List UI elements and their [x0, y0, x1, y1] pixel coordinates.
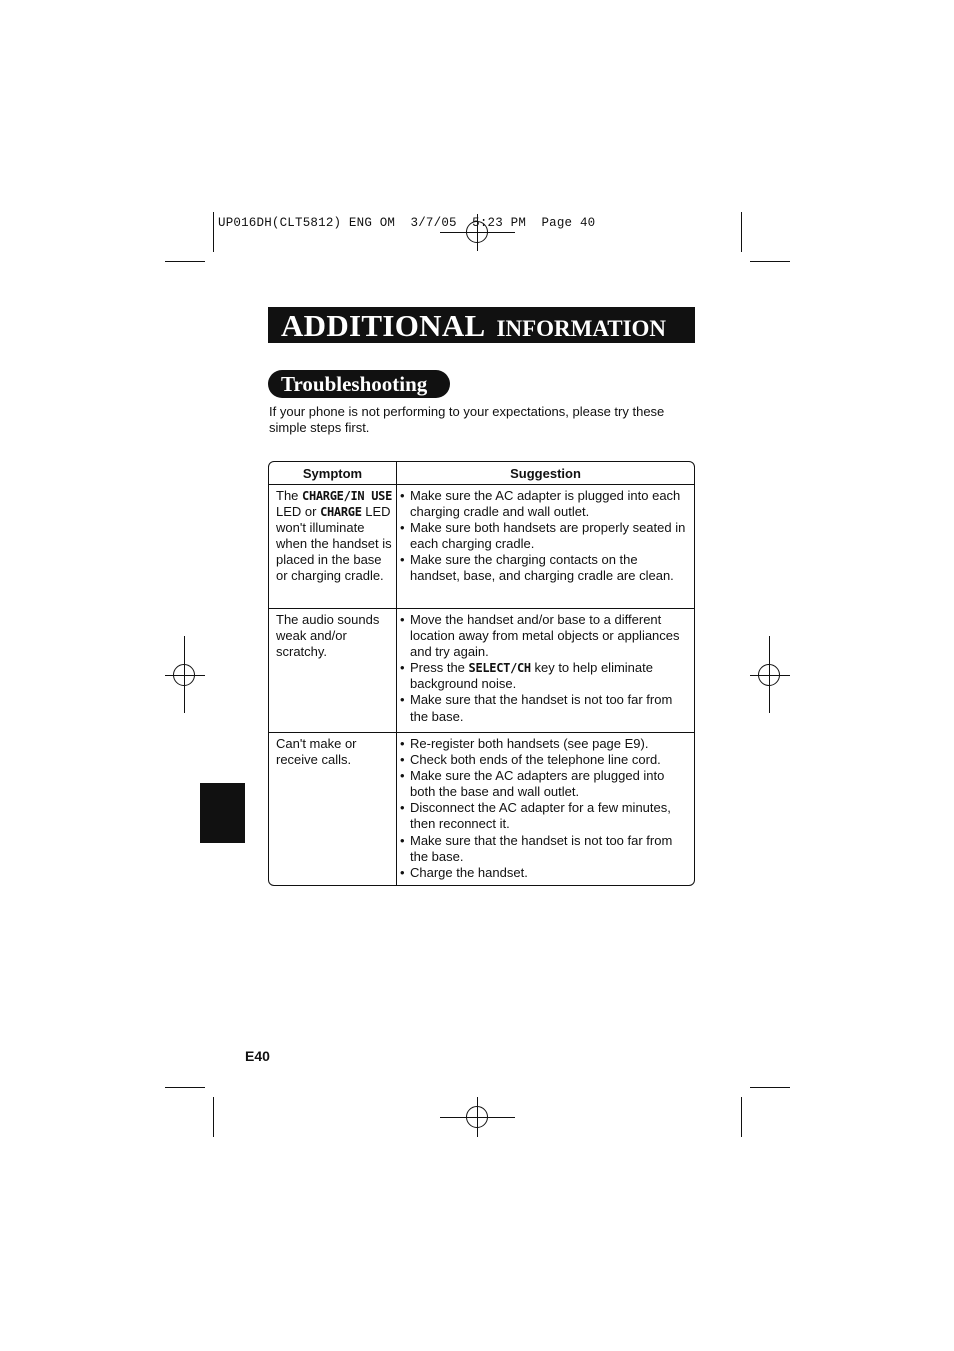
banner-title-small: INFORMATION	[496, 316, 667, 341]
list-item: • Make sure that the handset is not too far from the base.	[400, 692, 688, 724]
key-label: CHARGE/IN USE	[302, 489, 393, 503]
list-item: • Make sure the AC adapter is plugged into each charging cradle and wall outlet.	[400, 488, 688, 520]
page-number: E40	[245, 1048, 270, 1064]
print-slug: UP016DH(CLT5812) ENG OM 3/7/05 5:23 PM Page 40	[218, 216, 596, 230]
table-row	[269, 609, 694, 733]
suggestion-cell	[397, 733, 695, 887]
crop-mark	[213, 1097, 214, 1137]
troubleshooting-table	[268, 461, 695, 886]
crop-mark	[750, 1087, 790, 1088]
list-item: • Make sure that the handset is not too far from the base.	[400, 833, 688, 865]
table-row	[269, 733, 694, 887]
list-item: • Disconnect the AC adapter for a few minutes, then reconnect it.	[400, 800, 688, 832]
list-item: • Charge the handset.	[400, 865, 688, 881]
symptom-cell: Can't make or receive calls.	[269, 733, 397, 887]
crop-mark	[750, 261, 790, 262]
crop-mark	[213, 212, 214, 252]
banner-title-big: ADDITIONAL	[281, 308, 486, 343]
registration-circle	[466, 1106, 488, 1128]
column-header-suggestion: Suggestion	[397, 462, 695, 485]
list-item: • Re-register both handsets (see page E9).	[400, 736, 688, 752]
key-label: SELECT/CH	[468, 661, 531, 676]
list-item: • Press the SELECT/CH key to help eliminate background noise.	[400, 660, 688, 692]
intro-paragraph: If your phone is not performing to your expectations, please try these simple steps first.	[269, 404, 665, 435]
crop-mark	[741, 212, 742, 252]
symptom-cell: The audio sounds weak and/or scratchy.	[269, 609, 397, 733]
list-item: • Check both ends of the telephone line cord.	[400, 752, 688, 768]
chapter-banner	[268, 307, 695, 343]
crop-mark	[165, 261, 205, 262]
list-item: • Make sure the AC adapters are plugged into both the base and wall outlet.	[400, 768, 688, 800]
suggestion-cell	[397, 609, 695, 733]
crop-mark	[165, 1087, 205, 1088]
registration-circle	[173, 664, 195, 686]
crop-mark	[741, 1097, 742, 1137]
registration-circle	[758, 664, 780, 686]
table-row	[269, 485, 694, 609]
list-item: • Make sure both handsets are properly seated in each charging cradle.	[400, 520, 688, 552]
key-label: CHARGE	[320, 505, 362, 520]
list-item: • Make sure the charging contacts on the handset, base, and charging cradle are clean.	[400, 552, 688, 584]
section-title: Troubleshooting	[268, 370, 450, 398]
chapter-thumb-tab	[200, 783, 245, 843]
symptom-cell: The CHARGE/IN USE LED or CHARGE LED won't illuminate when the handset is placed in the base or charging cradle.	[269, 485, 397, 609]
list-item: • Move the handset and/or base to a different location away from metal objects or appliances and try again.	[400, 612, 688, 660]
suggestion-cell	[397, 485, 695, 609]
column-header-symptom: Symptom	[269, 462, 397, 485]
